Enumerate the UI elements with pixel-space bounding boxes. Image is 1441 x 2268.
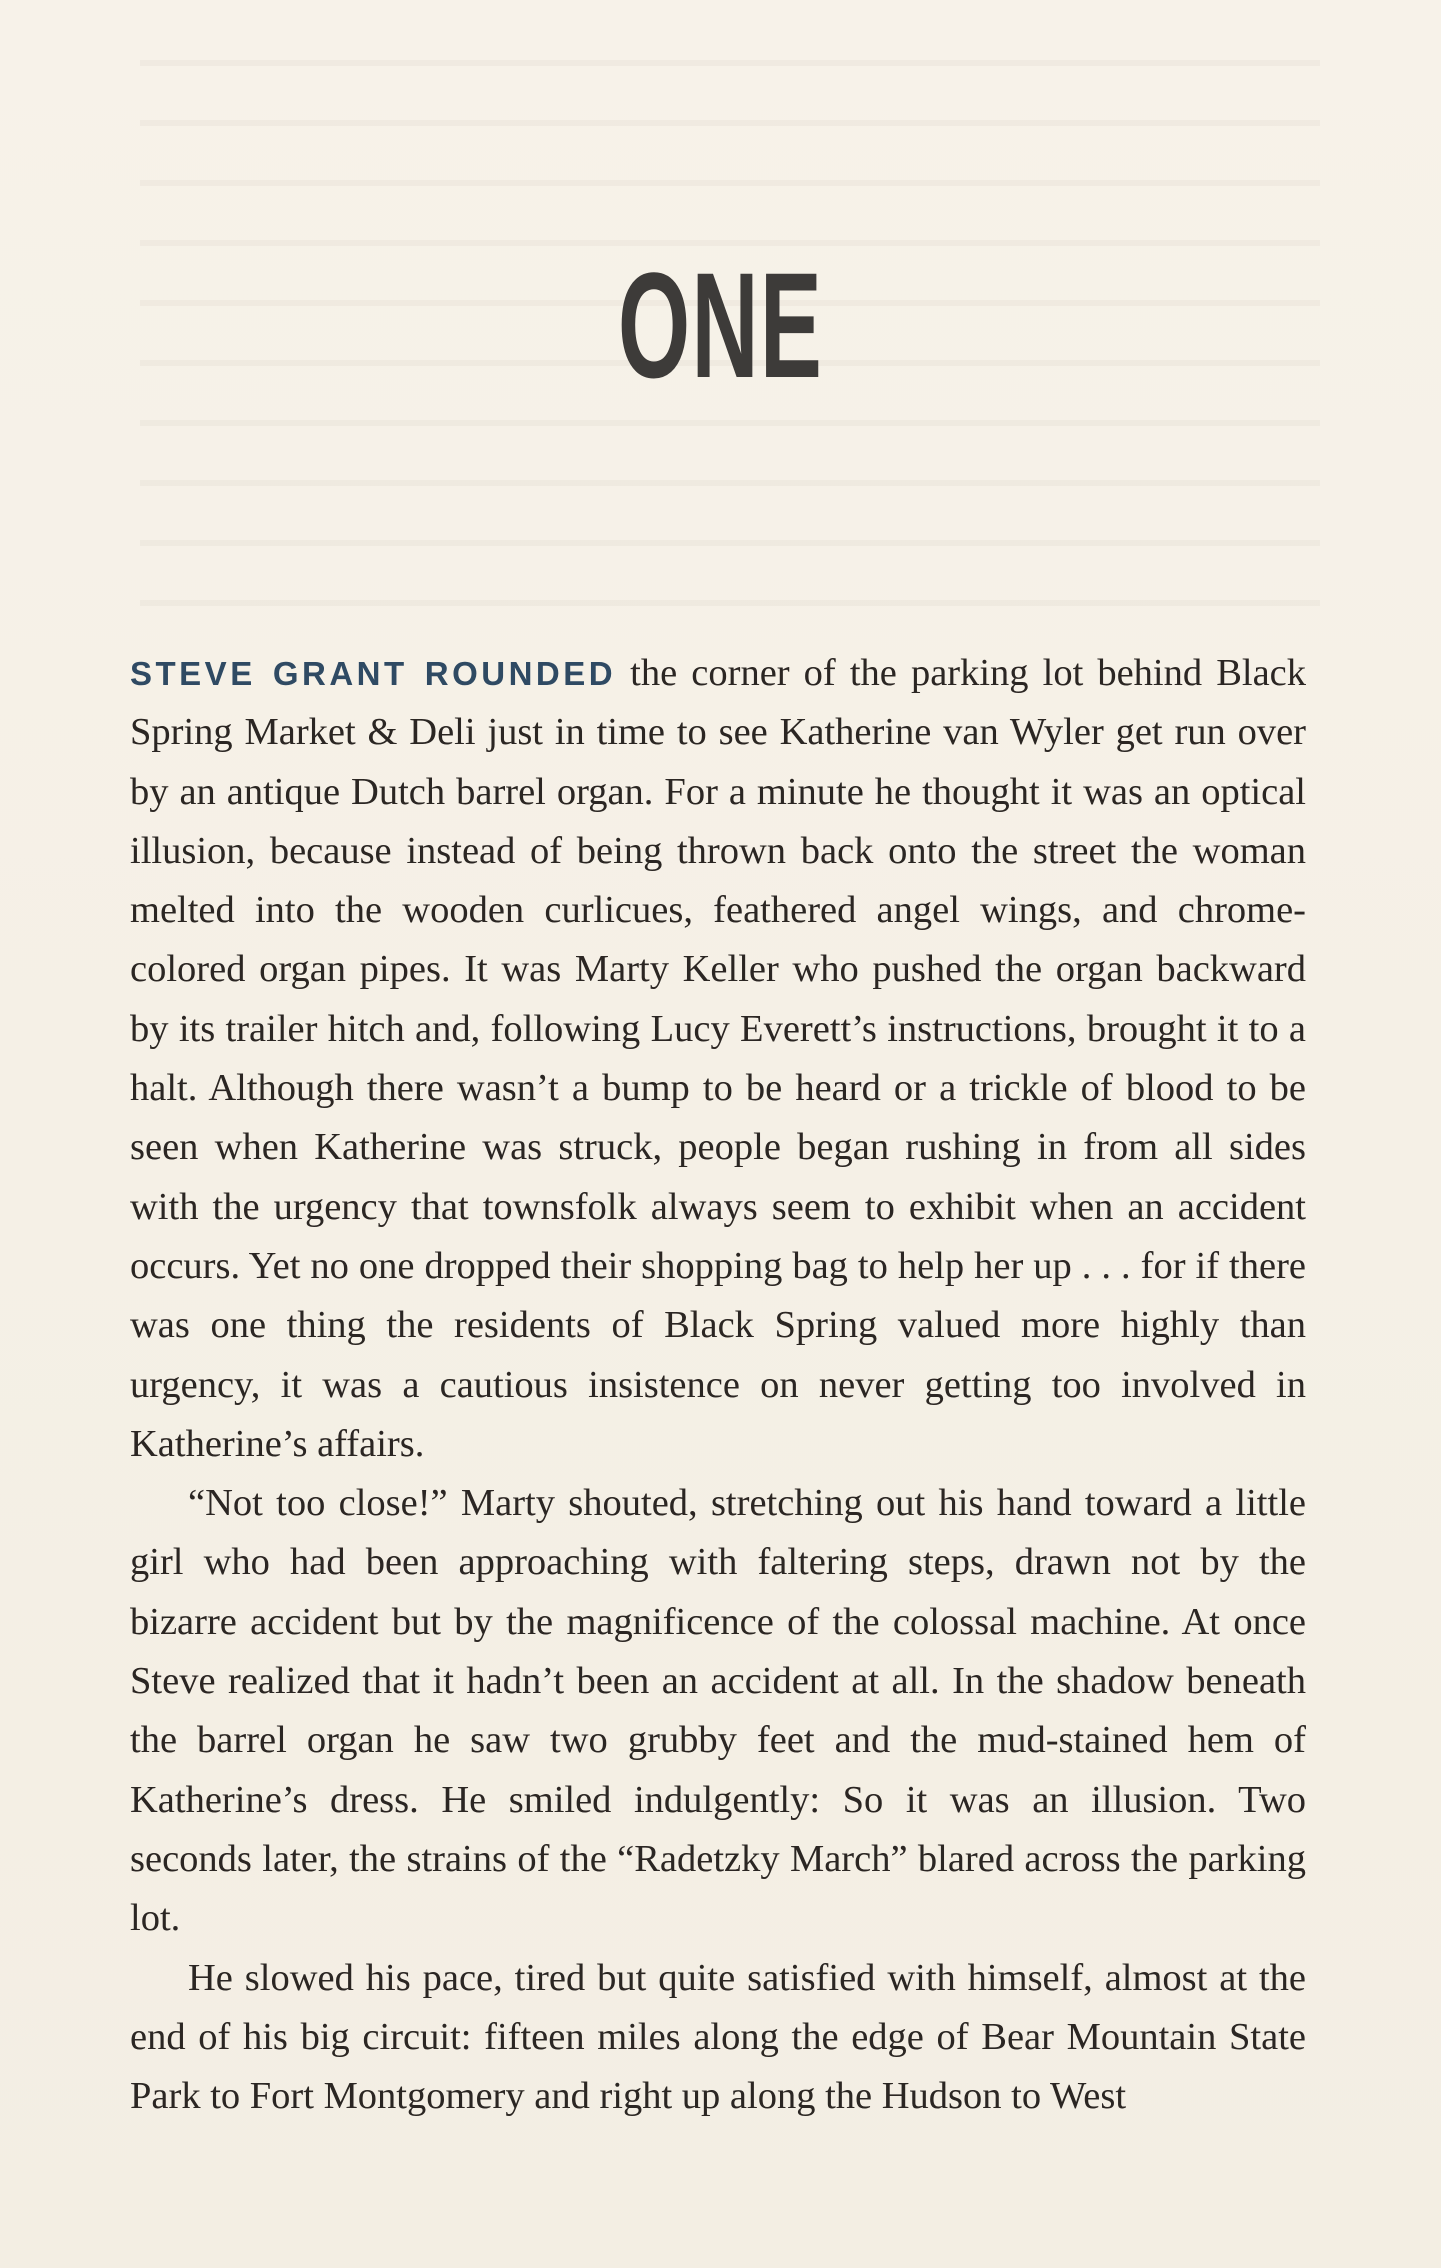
paragraph-3: He slowed his pace, tired but quite satisfied with himself, almost at the end of his big circuit: fifteen miles along the edge of Bear Mountain State Park to Fort Montgomery and right up along the Hudson to West — [130, 1956, 1306, 2118]
chapter-title: ONE — [617, 241, 824, 409]
paragraph-2: “Not too close!” Marty shouted, stretching out his hand toward a little girl who had been approaching with faltering steps, drawn not by the bizarre accident but by the magnificence of the colossal machine. At once Steve realized that it hadn’t been an accident at all. In the shadow beneath the barrel organ he saw two grubby feet and the mud-stained hem of Katherine’s dress. He smiled indulgently: So it was an illusion. Two seconds later, the strains of the “Radetzky March” blared across the parking lot. — [130, 1482, 1306, 1940]
paragraph-1-text: the corner of the parking lot behind Black Spring Market & Deli just in time to see Katherine van Wyler get run over by an antique Dutch barrel organ. For a minute he thought it was an optical illusion, because instead of being thrown back onto the street the woman melted into the wooden curlicues, feathered angel wings, and chrome-colored organ pipes. It was Marty Keller who pushed the organ backward by its trailer hitch and, following Lucy Everett’s instructions, brought it to a halt. Although there wasn’t a bump to be heard or a trickle of blood to be seen when Katherine was struck, people began rushing in from all sides with the urgency that townsfolk always seem to exhibit when an accident occurs. Yet no one dropped their shopping bag to help her up . . . for if there was one thing the residents of Black Spring valued more highly than urgency, it was a cautious insistence on never getting too involved in Katherine’s affairs. — [130, 652, 1307, 1465]
chapter-body — [130, 644, 1306, 2126]
lead-in-small-caps: STEVE GRANT ROUNDED — [130, 655, 617, 692]
paragraph-1 — [130, 644, 1306, 1474]
